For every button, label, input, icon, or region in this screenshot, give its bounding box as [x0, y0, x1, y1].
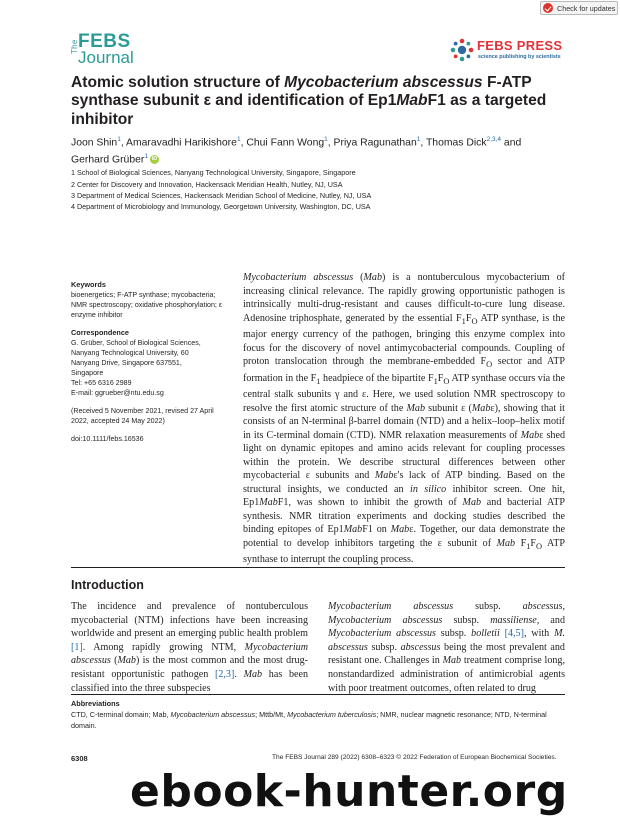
affiliation: 3 Department of Medical Sciences, Hackensack Meridian School of Medicine, Nutley, NJ, USA — [71, 191, 372, 200]
author-name[interactable]: Priya Ragunathan — [333, 137, 417, 149]
article-title: Atomic solution structure of Mycobacterium abscessus F-ATP synthase subunit ε and identification of Ep1MabF1 as a targeted inhibitor — [71, 74, 547, 128]
author-name[interactable]: Joon Shin — [71, 137, 118, 149]
keywords-text: bioenergetics; F-ATP synthase; mycobacteria; NMR spectroscopy; oxidative phosphorylation; ε enzyme inhibitor — [71, 291, 223, 319]
abbreviations-text: CTD, C-terminal domain; Mab, Mycobacterium abscessus; Mttb/Mt, Mycobacterium tuberculosis; NMR, nuclear magnetic resonance; NTD, N-terminal domain. — [71, 710, 547, 730]
journal-footer: The FEBS Journal 289 (2022) 6308–6323 © 2022 Federation of European Biochemical Societies. — [272, 754, 557, 761]
orcid-icon[interactable]: iD — [151, 156, 158, 163]
logo-journal: Journal — [78, 48, 134, 67]
check-icon — [543, 3, 553, 13]
doi[interactable]: doi:10.1111/febs.16536 — [71, 435, 144, 443]
reference-link[interactable]: [4,5] — [504, 628, 524, 640]
introduction-heading: Introduction — [71, 578, 144, 592]
article-info-sidebar — [71, 280, 231, 452]
author-name[interactable]: Amaravadhi Harikishore — [126, 137, 237, 149]
section-divider — [71, 567, 565, 568]
author-name[interactable]: Thomas Dick — [425, 137, 487, 149]
correspondence-line: G. Grüber, School of Biological Sciences, — [71, 339, 201, 347]
author-name[interactable]: Chui Fann Wong — [246, 137, 325, 149]
abstract: Mycobacterium abscessus (Mab) is a nontuberculous mycobacterium of increasing clinical relevance. The rapidly growing opportunistic pathogen is intrinsically multi-drug-resistant and causes difficult-to-cure lung disease. Adenosine triphosphate, generated by the essential $F_1F_O$ ATP synthase, is the major energy currency of the pathogen, bringing this enzyme complex into focus for the discovery of novel antimycobacterial compounds. Coupling of proton translocation through the membrane-embedded $F_O$ sector and ATP formation in the $F_1$ headpiece of the bipartite $F_1F_O$ ATP synthase occurs via the central stalk subunits γ and ε. Here, we used solution NMR spectroscopy to resolve the first atomic structure of the Mab subunit ε (Mabε), showing that it consists of an N-terminal β-barrel domain (NTD) and a helix–loop–helix motif in its C-terminal domain (CTD). NMR relaxation measurements of Mabε shed light on dynamic epitopes and amino acids relevant for coupling processes within the protein. We describe structural differences between other mycobacterial ε subunits and Mabε's lack of ATP binding. Based on the structural insights, we conducted an in silico inhibitor screen. One hit, Ep1MabF1, was shown to inhibit the growth of Mab and bacterial ATP synthesis. NMR titration experiments and docking studies described the binding epitopes of Ep1MabF1 on Mabε. Together, our data demonstrate the potential to develop inhibitors targeting the ε subunit of Mab $F_1F_O$ ATP synthase to interrupt the coupling process. — [243, 272, 566, 566]
abbreviations-divider — [71, 694, 565, 695]
correspondence-email[interactable]: E-mail: ggrueber@ntu.edu.sg — [71, 389, 164, 397]
febs-press-dots-icon — [449, 37, 475, 63]
watermark-text: ebook-hunter.org — [130, 766, 568, 817]
correspondence-line: Nanyang Technological University, 60 — [71, 349, 189, 357]
author-name[interactable]: Gerhard Grüber — [71, 154, 145, 166]
febs-press-logo — [449, 37, 569, 65]
author-list: Joon Shin$^1$, Amaravadhi Harikishore$^1$, Chui Fann Wong$^1$, Priya Ragunathan$^1$, Thomas Dick$^{2,3,4}$ and Gerhard Grüber$^1$ iD — [71, 136, 522, 166]
keywords-heading: Keywords — [71, 280, 106, 289]
reference-link[interactable]: [2,3] — [215, 668, 235, 680]
logo-febs: FEBS — [78, 31, 131, 52]
correspondence-line: Singapore — [71, 369, 104, 377]
page-number: 6308 — [71, 754, 88, 763]
correspondence-line: Nanyang Drive, Singapore 637551, — [71, 359, 182, 367]
correspondence-heading: Correspondence — [71, 328, 129, 337]
affiliation: 1 School of Biological Sciences, Nanyang Technological University, Singapore, Singapore — [71, 168, 356, 177]
press-name: FEBS PRESS — [477, 38, 563, 53]
received-dates: (Received 5 November 2021, revised 27 April 2022, accepted 24 May 2022) — [71, 407, 214, 425]
affiliation: 2 Center for Discovery and Innovation, Hackensack Meridian Health, Nutley, NJ, USA — [71, 180, 343, 189]
correspondence-line: Tel: +65 6316 2989 — [71, 379, 132, 387]
check-for-updates-label: Check for updates — [557, 3, 616, 13]
abbreviations-heading: Abbreviations — [71, 699, 120, 708]
introduction-column-right: Mycobacterium abscessus subsp. abscessus, Mycobacterium abscessus subsp. massiliense, and Mycobacterium abscessus subsp. bolletii [4,5], with M. abscessus subsp. abscessus being the most prevalent and resistant one. Challenges in Mab treatment comprise long, nonstandardized administration of antimicrobial agents with poor treatment outcomes, often related to drug — [328, 601, 565, 694]
introduction-column-left: The incidence and prevalence of nontuberculous mycobacterial (NTM) infections have been increasing worldwide and present an emerging public health problem [1]. Among rapidly growing NTM, Mycobacterium abscessus (Mab) is the most common and the most drug-resistant opportunistic pathogen [2,3]. Mab has been classified into the three subspecies — [71, 601, 308, 694]
febs-journal-logo — [70, 33, 145, 67]
affiliation: 4 Department of Microbiology and Immunology, Georgetown University, Washington, DC, USA — [71, 202, 371, 211]
check-for-updates-badge[interactable] — [540, 1, 618, 15]
logo-the: The — [70, 39, 79, 54]
press-tagline: science publishing by scientists — [478, 54, 561, 60]
reference-link[interactable]: [1] — [71, 641, 83, 653]
